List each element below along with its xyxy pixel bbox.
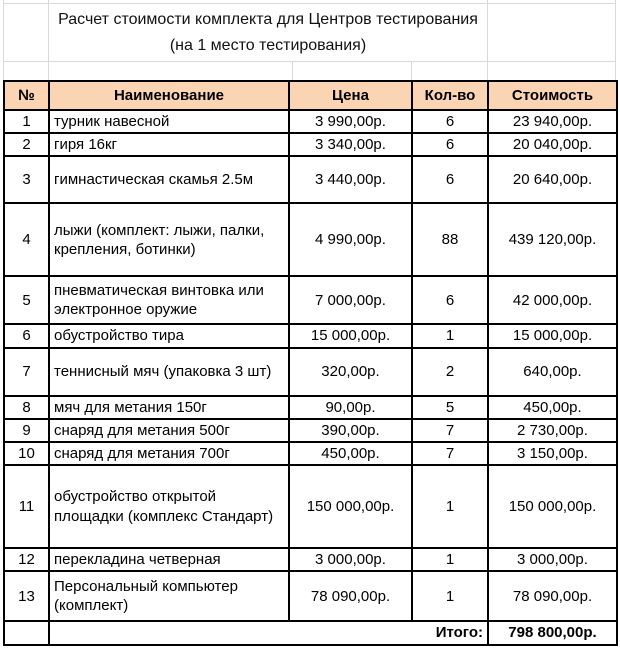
table-row — [4, 548, 617, 571]
cell-name[interactable]: гиря 16кг — [49, 133, 289, 156]
cell-price[interactable]: 3 990,00р. — [289, 110, 412, 133]
table-row — [4, 348, 617, 396]
cell-price[interactable]: 390,00р. — [289, 419, 412, 442]
cell-name[interactable]: пневматическая винтовка или электронное оружие — [49, 276, 289, 324]
cell-cost[interactable]: 2 730,00р. — [488, 419, 617, 442]
cell-name[interactable]: теннисный мяч (упаковка 3 шт) — [49, 348, 289, 396]
cell-num[interactable]: 5 — [4, 276, 49, 324]
header-cell-name[interactable]: Наименование — [49, 81, 289, 110]
cell-name[interactable]: мяч для метания 150г — [49, 396, 289, 419]
cell-qty[interactable]: 6 — [412, 133, 488, 156]
cell-price[interactable]: 3 340,00р. — [289, 133, 412, 156]
total-label[interactable]: Итого: — [49, 621, 488, 644]
cell-cost[interactable]: 42 000,00р. — [488, 276, 617, 324]
cell-name[interactable]: снаряд для метания 500г — [49, 419, 289, 442]
cell-price[interactable]: 150 000,00р. — [289, 465, 412, 548]
cell-cost[interactable]: 150 000,00р. — [488, 465, 617, 548]
cell-num[interactable]: 11 — [4, 465, 49, 548]
table-row — [4, 110, 617, 133]
cell-name[interactable]: Персональный компьютер (комплект) — [49, 571, 289, 621]
cell-price[interactable]: 320,00р. — [289, 348, 412, 396]
cell-num[interactable]: 4 — [4, 203, 49, 276]
cell-name[interactable]: турник навесной — [49, 110, 289, 133]
table-row — [4, 133, 617, 156]
cell-price[interactable]: 7 000,00р. — [289, 276, 412, 324]
cell-price[interactable]: 15 000,00р. — [289, 324, 412, 347]
header-cell-cost[interactable]: Стоимость — [488, 81, 617, 110]
cell-num[interactable]: 12 — [4, 548, 49, 571]
sheet-title-line2: (на 1 место тестирования) — [169, 37, 367, 54]
cell-num[interactable]: 13 — [4, 571, 49, 621]
cell-name[interactable]: обустройство открытой площадки (комплекс Стандарт) — [49, 465, 289, 548]
table-row — [4, 571, 617, 621]
cell-num[interactable]: 2 — [4, 133, 49, 156]
header-cell-num[interactable]: № — [4, 81, 49, 110]
cell-cost[interactable]: 640,00р. — [488, 348, 617, 396]
cell-price[interactable]: 3 000,00р. — [289, 548, 412, 571]
cell-name[interactable]: гимнастическая скамья 2.5м — [49, 156, 289, 203]
cell-qty[interactable]: 88 — [412, 203, 488, 276]
cell-cost[interactable]: 23 940,00р. — [488, 110, 617, 133]
cell-qty[interactable]: 6 — [412, 156, 488, 203]
cell-price[interactable]: 90,00р. — [289, 396, 412, 419]
cell-cost[interactable]: 20 040,00р. — [488, 133, 617, 156]
cell-num[interactable]: 3 — [4, 156, 49, 203]
cell-num[interactable]: 7 — [4, 348, 49, 396]
cell-price[interactable]: 3 440,00р. — [289, 156, 412, 203]
cell-price[interactable]: 450,00р. — [289, 442, 412, 465]
cell-cost[interactable]: 450,00р. — [488, 396, 617, 419]
table-row — [4, 465, 617, 548]
sheet-gridline — [487, 0, 488, 80]
header-cell-price[interactable]: Цена — [289, 81, 412, 110]
cell-cost[interactable]: 78 090,00р. — [488, 571, 617, 621]
cell-cost[interactable]: 3 000,00р. — [488, 548, 617, 571]
sheet-title-line1: Расчет стоимости комплекта для Центров тестирования — [58, 10, 478, 28]
cell-cost[interactable]: 3 150,00р. — [488, 442, 617, 465]
cell-price[interactable]: 78 090,00р. — [289, 571, 412, 621]
sheet-gridline — [3, 0, 4, 80]
total-row — [4, 621, 617, 644]
cost-table — [3, 80, 618, 646]
cell-name[interactable]: снаряд для метания 700г — [49, 442, 289, 465]
cell-cost[interactable]: 439 120,00р. — [488, 203, 617, 276]
cell-qty[interactable]: 6 — [412, 110, 488, 133]
cell-cost[interactable]: 15 000,00р. — [488, 324, 617, 347]
sheet-title-cell[interactable] — [49, 4, 487, 62]
table-row — [4, 396, 617, 419]
cell-cost[interactable]: 20 640,00р. — [488, 156, 617, 203]
cell-qty[interactable]: 1 — [412, 548, 488, 571]
cell-qty[interactable]: 5 — [412, 396, 488, 419]
total-value[interactable]: 798 800,00р. — [488, 621, 617, 644]
header-cell-qty[interactable]: Кол-во — [412, 81, 488, 110]
cell-num[interactable]: 1 — [4, 110, 49, 133]
table-row — [4, 324, 617, 347]
table-row — [4, 156, 617, 203]
cell-qty[interactable]: 1 — [412, 571, 488, 621]
cell-qty[interactable]: 6 — [412, 276, 488, 324]
table-row — [4, 442, 617, 465]
table-row — [4, 276, 617, 324]
sheet-gridline — [615, 0, 616, 80]
cell-qty[interactable]: 7 — [412, 419, 488, 442]
cell-price[interactable]: 4 990,00р. — [289, 203, 412, 276]
cell-num[interactable]: 6 — [4, 324, 49, 347]
table-row — [4, 203, 617, 276]
cell-num[interactable]: 10 — [4, 442, 49, 465]
sheet-gridline — [292, 61, 293, 80]
total-empty-cell[interactable] — [4, 621, 49, 644]
cell-qty[interactable]: 1 — [412, 465, 488, 548]
cell-num[interactable]: 9 — [4, 419, 49, 442]
cell-name[interactable]: лыжи (комплект: лыжи, палки, крепления, ботинки) — [49, 203, 289, 276]
cell-qty[interactable]: 1 — [412, 324, 488, 347]
cell-qty[interactable]: 2 — [412, 348, 488, 396]
table-row — [4, 419, 617, 442]
header-row — [4, 81, 617, 110]
cell-name[interactable]: перекладина четверная — [49, 548, 289, 571]
cell-qty[interactable]: 7 — [412, 442, 488, 465]
cell-name[interactable]: обустройство тира — [49, 324, 289, 347]
sheet-gridline — [411, 61, 412, 80]
cell-num[interactable]: 8 — [4, 396, 49, 419]
